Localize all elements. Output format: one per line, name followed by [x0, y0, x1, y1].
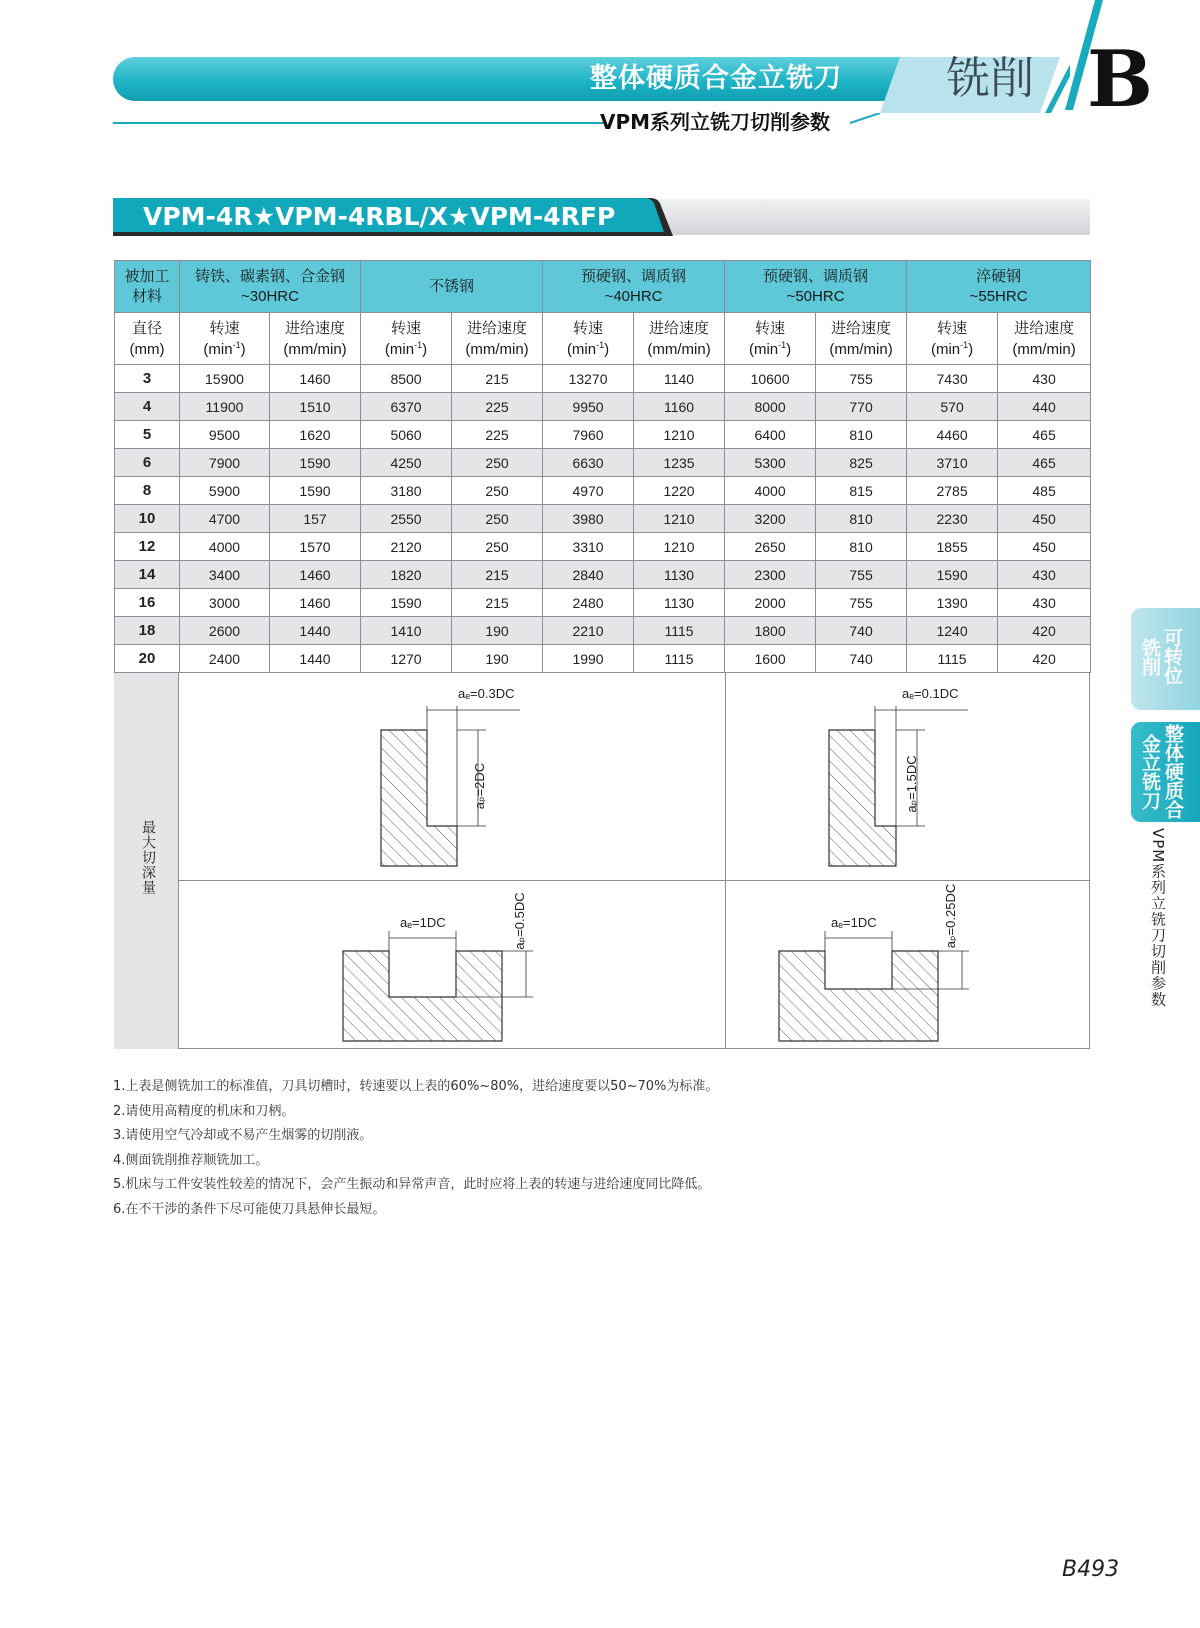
- feed-cell: 215: [452, 365, 543, 393]
- speed-cell: 3000: [180, 589, 270, 617]
- speed-header: [725, 313, 816, 365]
- feed-label: 进给速度: [467, 319, 528, 337]
- speed-cell: 7430: [907, 365, 998, 393]
- feed-cell: 190: [452, 617, 543, 645]
- speed-cell: 13270: [543, 365, 634, 393]
- speed-cell: 2300: [725, 561, 816, 589]
- side-tab-label: 可转位: [1161, 628, 1183, 685]
- speed-cell: 9950: [543, 393, 634, 421]
- speed-cell: 2000: [725, 589, 816, 617]
- feed-header: [998, 313, 1091, 365]
- feed-unit: (mm/min): [283, 340, 347, 358]
- speed-cell: 1390: [907, 589, 998, 617]
- feed-cell: 1440: [270, 617, 361, 645]
- cutting-parameter-table: [114, 260, 1091, 673]
- note-item: 5.机床与工件安装性较差的情况下，会产生振动和异常声音，此时应将上表的转速与进给速度同比降低。: [113, 1177, 711, 1192]
- material-name: 预硬钢、调质钢: [763, 267, 869, 285]
- speed-cell: 6630: [543, 449, 634, 477]
- feed-unit: (mm/min): [465, 340, 529, 358]
- material-hardness: ~50HRC: [786, 287, 845, 305]
- speed-cell: 1820: [361, 561, 452, 589]
- feed-cell: 825: [816, 449, 907, 477]
- diameter-cell: 16: [115, 589, 180, 617]
- material-hardness: ~30HRC: [241, 287, 299, 305]
- table-row: [115, 645, 1091, 673]
- speed-cell: 3180: [361, 477, 452, 505]
- diameter-label: 直径: [131, 319, 162, 337]
- feed-cell: 770: [816, 393, 907, 421]
- page-subtitle: VPM系列立铣刀切削参数: [600, 110, 831, 134]
- material-header: [725, 261, 907, 313]
- feed-cell: 1510: [270, 393, 361, 421]
- notes-list: [113, 1075, 873, 1222]
- speed-cell: 2600: [180, 617, 270, 645]
- speed-cell: 3200: [725, 505, 816, 533]
- material-name: 预硬钢、调质钢: [581, 267, 687, 285]
- max-depth-label: 最大切深量: [140, 820, 156, 895]
- table-body: [115, 365, 1091, 673]
- diameter-cell: 12: [115, 533, 180, 561]
- feed-cell: 1570: [270, 533, 361, 561]
- note-item: 2.请使用高精度的机床和刀柄。: [113, 1103, 295, 1119]
- feed-cell: 1210: [634, 533, 725, 561]
- feed-cell: 1460: [270, 365, 361, 393]
- diameter-unit: (mm): [129, 340, 165, 358]
- unit-header-row: [115, 313, 1091, 365]
- table-row: [115, 365, 1091, 393]
- speed-cell: 7960: [543, 421, 634, 449]
- feed-cell: 810: [816, 505, 907, 533]
- diameter-cell: 14: [115, 561, 180, 589]
- feed-cell: 215: [452, 589, 543, 617]
- feed-label: 进给速度: [831, 319, 892, 337]
- feed-cell: 1590: [270, 477, 361, 505]
- diameter-cell: 5: [115, 421, 180, 449]
- feed-unit: (mm/min): [647, 340, 711, 358]
- feed-cell: 250: [452, 477, 543, 505]
- ae-label: aₑ=0.3DC: [458, 686, 515, 701]
- speed-cell: 1990: [543, 645, 634, 673]
- speed-cell: 15900: [180, 365, 270, 393]
- ae-label: aₑ=1DC: [831, 915, 877, 930]
- speed-label: 转速: [755, 319, 786, 337]
- speed-cell: 1855: [907, 533, 998, 561]
- feed-cell: 250: [452, 449, 543, 477]
- feed-cell: 1130: [634, 561, 725, 589]
- speed-cell: 3710: [907, 449, 998, 477]
- ap-label: aₚ=0.25DC: [943, 883, 958, 949]
- side-subtitle: VPM系列立铣刀切削参数: [1149, 828, 1167, 1008]
- ap-label: aₚ=1.5DC: [904, 755, 919, 813]
- ae-label: aₑ=0.1DC: [902, 686, 959, 701]
- diameter-cell: 20: [115, 645, 180, 673]
- feed-cell: 190: [452, 645, 543, 673]
- page-number: B493: [1062, 1557, 1120, 1582]
- speed-cell: 5900: [180, 477, 270, 505]
- feed-cell: 430: [998, 589, 1091, 617]
- note-item: 1.上表是侧铣加工的标准值，刀具切槽时，转速要以上表的60%~80%，进给速度要以50~70%为标准。: [113, 1079, 719, 1094]
- speed-label: 转速: [573, 319, 604, 337]
- feed-cell: 430: [998, 365, 1091, 393]
- feed-unit: (mm/min): [1012, 340, 1076, 358]
- speed-cell: 4460: [907, 421, 998, 449]
- speed-cell: 2480: [543, 589, 634, 617]
- feed-cell: 1210: [634, 421, 725, 449]
- speed-cell: 2550: [361, 505, 452, 533]
- diameter-cell: 6: [115, 449, 180, 477]
- speed-cell: 2785: [907, 477, 998, 505]
- feed-cell: 740: [816, 645, 907, 673]
- side-milling-diagram: [370, 686, 570, 876]
- feed-cell: 215: [452, 561, 543, 589]
- diameter-cell: 3: [115, 365, 180, 393]
- table-row: [115, 421, 1091, 449]
- diameter-cell: 8: [115, 477, 180, 505]
- feed-cell: 1160: [634, 393, 725, 421]
- feed-cell: 1620: [270, 421, 361, 449]
- feed-cell: 250: [452, 533, 543, 561]
- speed-unit: $(\min^{-1})$: [203, 339, 246, 358]
- table-row: [115, 533, 1091, 561]
- speed-header: [907, 313, 998, 365]
- table-row: [115, 589, 1091, 617]
- material-header: [907, 261, 1091, 313]
- material-label: 被加工材料: [115, 261, 180, 313]
- ap-label: aₚ=2DC: [472, 762, 487, 810]
- section-letter: B: [1087, 34, 1153, 125]
- speed-cell: 1115: [907, 645, 998, 673]
- feed-cell: 740: [816, 617, 907, 645]
- speed-header: [543, 313, 634, 365]
- feed-cell: 225: [452, 393, 543, 421]
- speed-cell: 2840: [543, 561, 634, 589]
- speed-cell: 2400: [180, 645, 270, 673]
- speed-cell: 4000: [180, 533, 270, 561]
- feed-cell: 450: [998, 533, 1091, 561]
- speed-unit: $(\min^{-1})$: [748, 339, 792, 358]
- speed-cell: 6370: [361, 393, 452, 421]
- feed-cell: 1440: [270, 645, 361, 673]
- feed-cell: 250: [452, 505, 543, 533]
- speed-cell: 2230: [907, 505, 998, 533]
- side-tab-label: 整体硬质合: [1162, 724, 1184, 819]
- feed-cell: 485: [998, 477, 1091, 505]
- speed-cell: 570: [907, 393, 998, 421]
- feed-cell: 810: [816, 421, 907, 449]
- feed-cell: 420: [998, 645, 1091, 673]
- diameter-header: [115, 313, 180, 365]
- note-item: 4.侧面铣削推荐顺铣加工。: [113, 1152, 269, 1168]
- table-row: [115, 561, 1091, 589]
- material-hardness: ~40HRC: [604, 287, 663, 305]
- speed-cell: 1410: [361, 617, 452, 645]
- note-item: 6.在不干涉的条件下尽可能使刀具悬伸长最短。: [113, 1201, 386, 1217]
- speed-label: 转速: [937, 319, 968, 337]
- table-row: [115, 505, 1091, 533]
- feed-label: 进给速度: [649, 319, 710, 337]
- side-tab-label: 金立铣刀: [1139, 734, 1161, 810]
- speed-cell: 10600: [725, 365, 816, 393]
- feed-cell: 1235: [634, 449, 725, 477]
- diameter-cell: 10: [115, 505, 180, 533]
- speed-cell: 2210: [543, 617, 634, 645]
- category-label: 铣削: [946, 53, 1034, 104]
- speed-cell: 4970: [543, 477, 634, 505]
- feed-cell: 1220: [634, 477, 725, 505]
- speed-cell: 2650: [725, 533, 816, 561]
- feed-cell: 1210: [634, 505, 725, 533]
- speed-cell: 5060: [361, 421, 452, 449]
- feed-cell: 1115: [634, 617, 725, 645]
- ap-label: aₚ=0.5DC: [512, 892, 527, 950]
- speed-cell: 2120: [361, 533, 452, 561]
- feed-cell: 1115: [634, 645, 725, 673]
- speed-cell: 1240: [907, 617, 998, 645]
- feed-label: 进给速度: [285, 319, 346, 337]
- feed-header: [452, 313, 543, 365]
- speed-cell: 4250: [361, 449, 452, 477]
- speed-cell: 1590: [361, 589, 452, 617]
- speed-cell: 3310: [543, 533, 634, 561]
- speed-cell: 4700: [180, 505, 270, 533]
- speed-label: 转速: [209, 319, 240, 337]
- feed-cell: 755: [816, 589, 907, 617]
- diagram-divider-vertical: [725, 673, 726, 1049]
- header-rule: [113, 122, 603, 124]
- speed-header: [180, 313, 270, 365]
- speed-cell: 7900: [180, 449, 270, 477]
- feed-unit: (mm/min): [829, 340, 893, 358]
- feed-cell: 225: [452, 421, 543, 449]
- material-name: 铸铁、碳素钢、合金钢: [195, 267, 346, 285]
- feed-cell: 755: [816, 365, 907, 393]
- speed-cell: 8500: [361, 365, 452, 393]
- material-name: 淬硬钢: [976, 267, 1022, 285]
- feed-cell: 450: [998, 505, 1091, 533]
- speed-cell: 1600: [725, 645, 816, 673]
- feed-cell: 440: [998, 393, 1091, 421]
- material-hardness: ~55HRC: [969, 287, 1028, 305]
- feed-cell: 430: [998, 561, 1091, 589]
- feed-cell: 465: [998, 421, 1091, 449]
- speed-cell: 1800: [725, 617, 816, 645]
- speed-cell: 3980: [543, 505, 634, 533]
- speed-cell: 9500: [180, 421, 270, 449]
- material-header-row: [115, 261, 1091, 313]
- page-title: 整体硬质合金立铣刀: [590, 63, 842, 94]
- table-row: [115, 449, 1091, 477]
- material-header: [180, 261, 361, 313]
- side-tab-label: 铣削: [1139, 638, 1161, 676]
- speed-cell: 4000: [725, 477, 816, 505]
- speed-cell: 6400: [725, 421, 816, 449]
- feed-cell: 157: [270, 505, 361, 533]
- feed-header: [270, 313, 361, 365]
- section-title: VPM-4R★VPM-4RBL/X★VPM-4RFP: [143, 202, 616, 231]
- feed-cell: 1460: [270, 561, 361, 589]
- feed-cell: 810: [816, 533, 907, 561]
- material-name: 不锈钢: [429, 277, 475, 295]
- speed-cell: 3400: [180, 561, 270, 589]
- feed-cell: 815: [816, 477, 907, 505]
- ae-label: aₑ=1DC: [400, 915, 446, 930]
- speed-unit: $(\min^{-1})$: [566, 339, 610, 358]
- note-item: 3.请使用空气冷却或不易产生烟雾的切削液。: [113, 1128, 373, 1143]
- material-header: [543, 261, 725, 313]
- feed-header: [816, 313, 907, 365]
- table-row: [115, 617, 1091, 645]
- table-row: [115, 477, 1091, 505]
- diameter-cell: 4: [115, 393, 180, 421]
- speed-cell: 8000: [725, 393, 816, 421]
- feed-cell: 465: [998, 449, 1091, 477]
- speed-label: 转速: [391, 319, 422, 337]
- feed-cell: 1140: [634, 365, 725, 393]
- feed-cell: 1130: [634, 589, 725, 617]
- feed-cell: 1590: [270, 449, 361, 477]
- feed-cell: 420: [998, 617, 1091, 645]
- speed-cell: 5300: [725, 449, 816, 477]
- speed-unit: $(\min^{-1})$: [930, 339, 974, 358]
- material-header: [361, 261, 543, 313]
- speed-header: [361, 313, 452, 365]
- speed-cell: 11900: [180, 393, 270, 421]
- feed-cell: 755: [816, 561, 907, 589]
- feed-label: 进给速度: [1014, 319, 1075, 337]
- feed-header: [634, 313, 725, 365]
- speed-cell: 1270: [361, 645, 452, 673]
- table-row: [115, 393, 1091, 421]
- diameter-cell: 18: [115, 617, 180, 645]
- feed-cell: 1460: [270, 589, 361, 617]
- speed-cell: 1590: [907, 561, 998, 589]
- speed-unit: $(\min^{-1})$: [384, 339, 428, 358]
